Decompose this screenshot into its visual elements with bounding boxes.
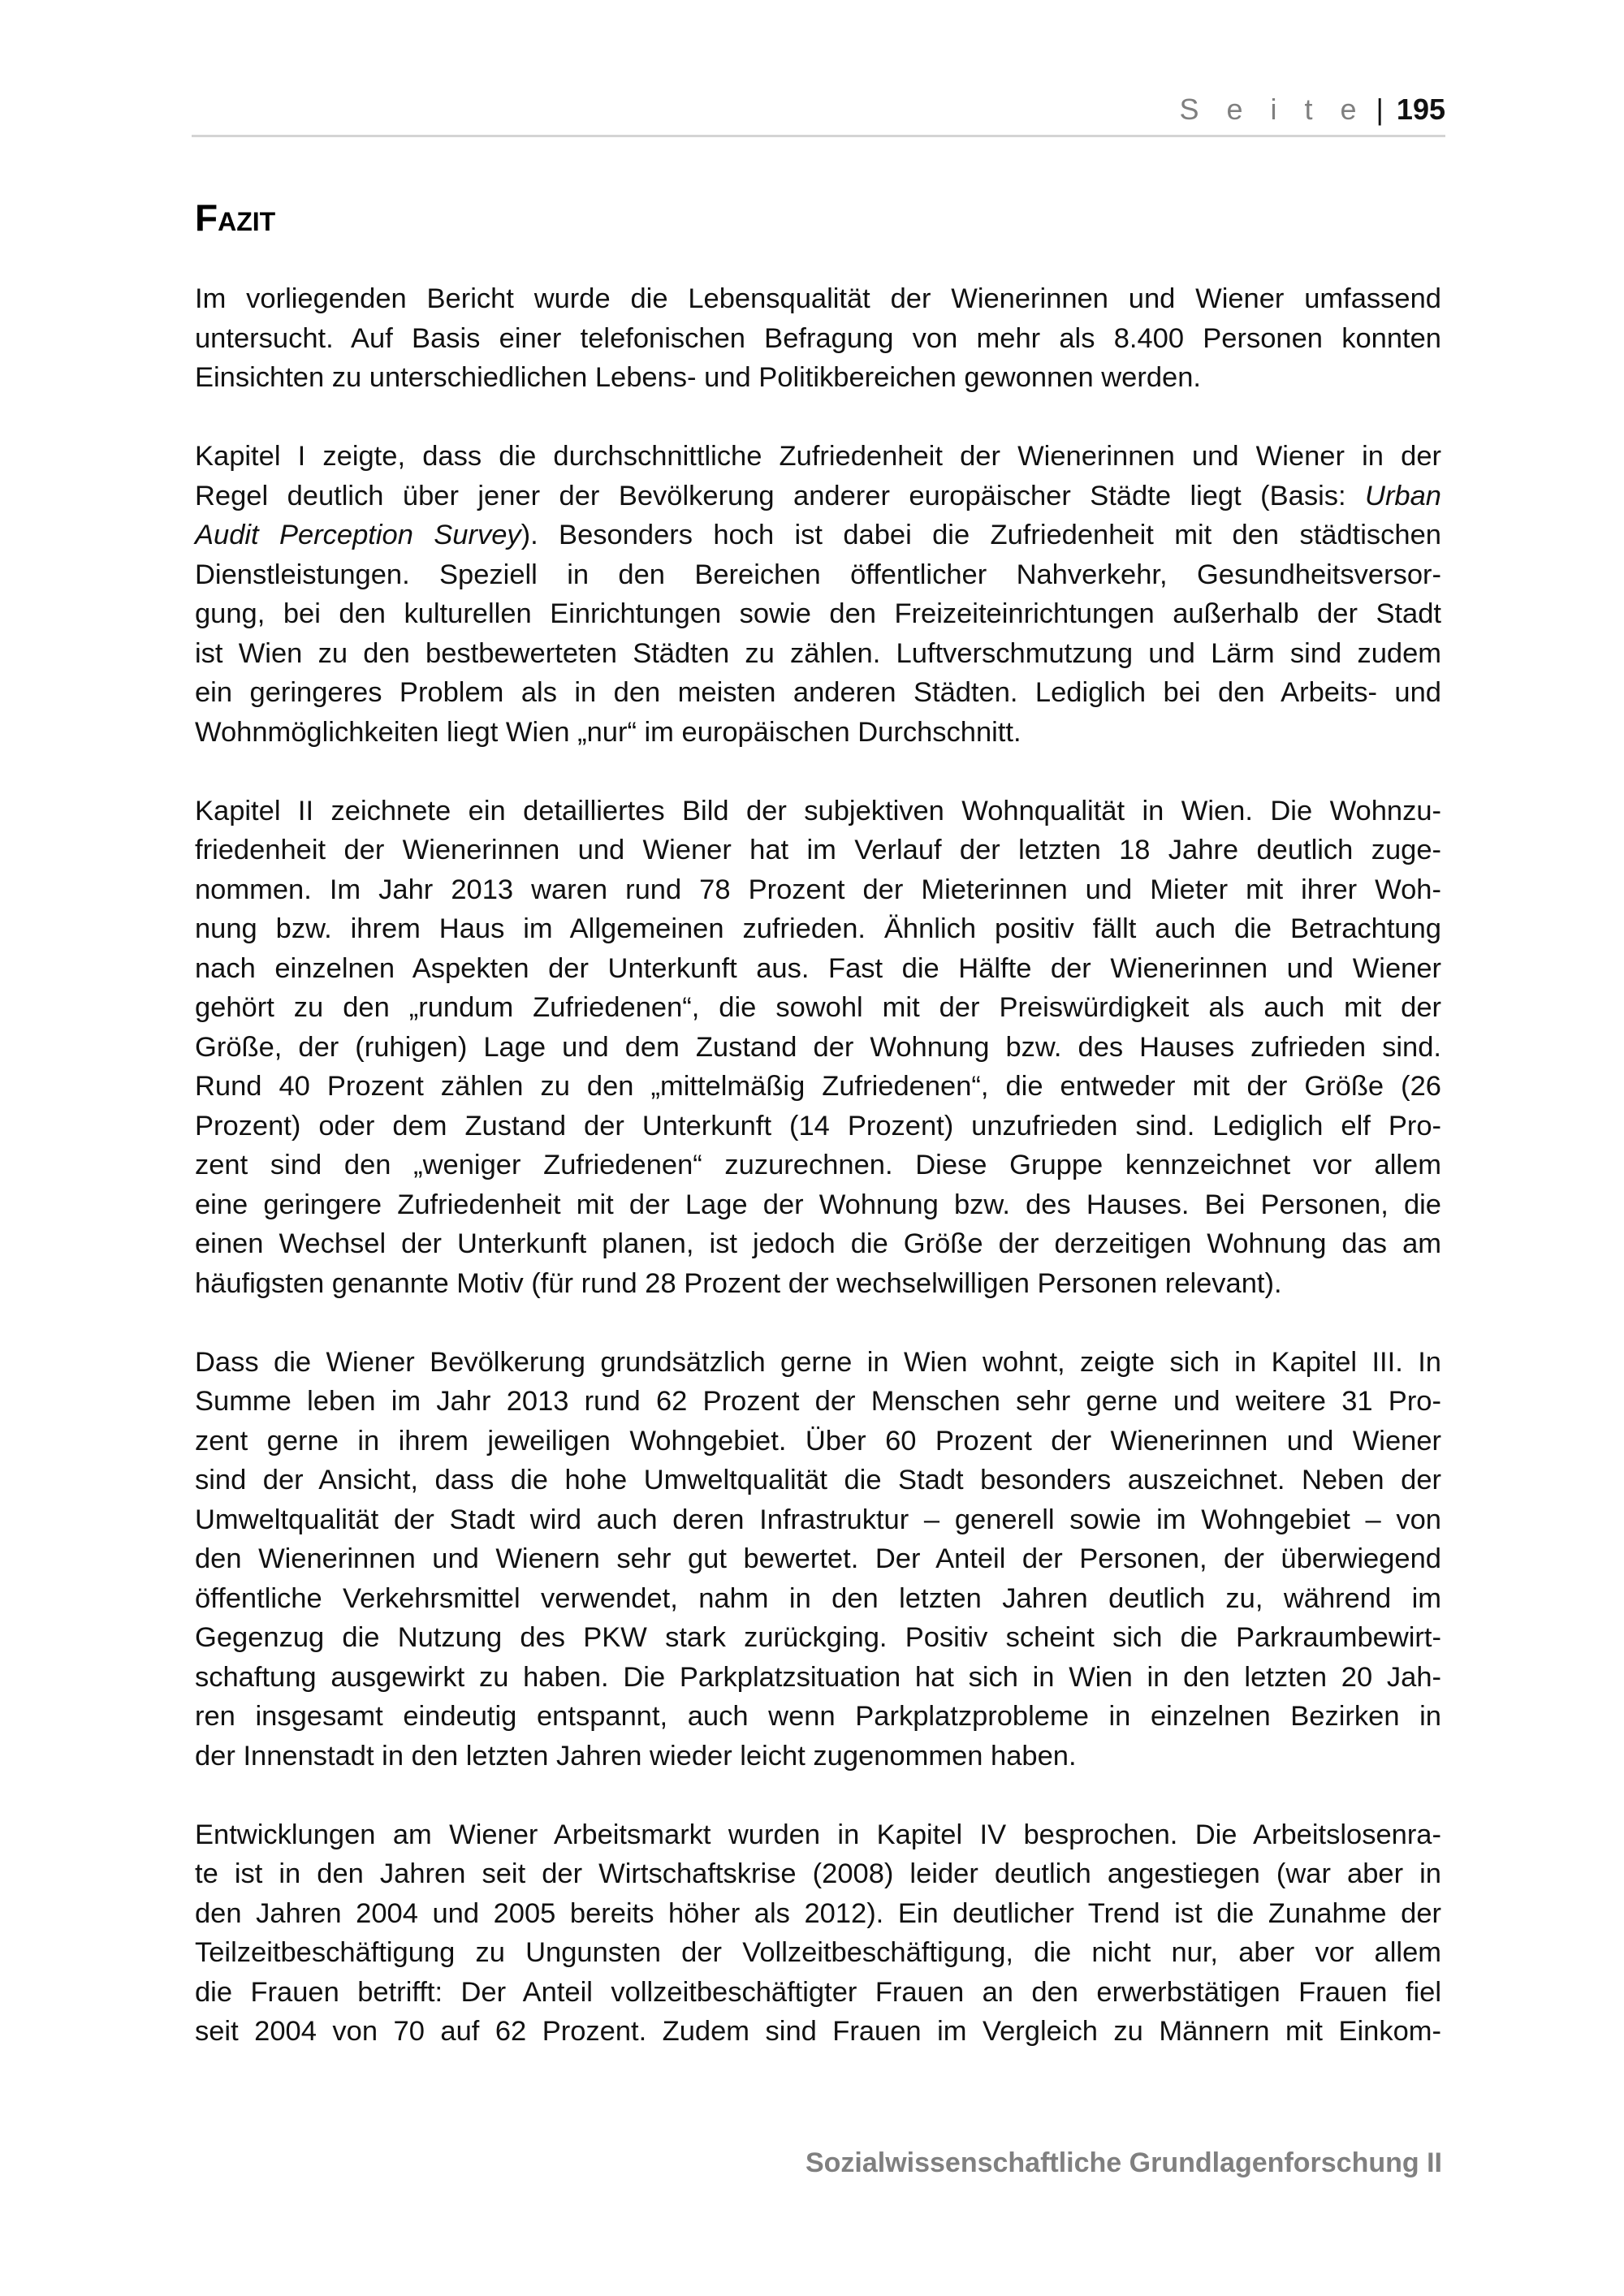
- italic-source-name: Audit Perception Survey: [195, 520, 521, 550]
- paragraph-chapter-3: [195, 1343, 1441, 1776]
- text-line: den Wienerinnen und Wienern sehr gut bewertet. Der Anteil der Personen, der überwiegend: [195, 1543, 1441, 1574]
- text-line: sind der Ansicht, dass die hohe Umweltqualität die Stadt besonders auszeichnet. Neben der: [195, 1465, 1441, 1495]
- text-line: Kapitel II zeichnete ein detailliertes Bild der subjektiven Wohnqualität in Wien. Die Wohnzu-: [195, 795, 1441, 826]
- text-segment: ). Besonders hoch ist dabei die Zufriedenheit mit den städtischen: [520, 520, 1441, 550]
- text-line: die Frauen betrifft: Der Anteil vollzeitbeschäftigter Frauen an den erwerbstätigen Frauen fiel: [195, 1976, 1441, 2008]
- paragraph-chapter-2: [195, 792, 1441, 1304]
- text-line: Kapitel I zeigte, dass die durchschnittliche Zufriedenheit der Wienerinnen und Wiener in der: [195, 441, 1441, 472]
- text-line: seit 2004 von 70 auf 62 Prozent. Zudem sind Frauen im Vergleich zu Männern mit Einkom-: [195, 2016, 1441, 2047]
- text-line: eine geringere Zufriedenheit mit der Lage der Wohnung bzw. des Hauses. Bei Personen, die: [195, 1189, 1441, 1220]
- text-line: Im vorliegenden Bericht wurde die Lebensqualität der Wienerinnen und Wiener umfassend: [195, 283, 1441, 314]
- text-line: Prozent) oder dem Zustand der Unterkunft (14 Prozent) unzufrieden sind. Lediglich elf Pro-: [195, 1110, 1441, 1142]
- text-line: te ist in den Jahren seit der Wirtschaftskrise (2008) leider deutlich angestiegen (war aber in: [195, 1858, 1441, 1889]
- paragraph-chapter-4: [195, 1815, 1441, 2052]
- text-line: den Jahren 2004 und 2005 bereits höher als 2012). Ein deutlicher Trend ist die Zunahme der: [195, 1897, 1441, 1929]
- page-header: [192, 91, 1445, 137]
- text-line: [195, 477, 1441, 516]
- text-line: Größe, der (ruhigen) Lage und dem Zustand der Wohnung bzw. des Hauses zufrieden sind.: [195, 1031, 1441, 1063]
- text-line: Summe leben im Jahr 2013 rund 62 Prozent der Menschen sehr gerne und weitere 31 Pro-: [195, 1386, 1441, 1417]
- text-line: zent gerne in ihrem jeweiligen Wohngebiet. Über 60 Prozent der Wienerinnen und Wiener: [195, 1425, 1441, 1457]
- text-line: nommen. Im Jahr 2013 waren rund 78 Prozent der Mieterinnen und Mieter mit ihrer Woh-: [195, 874, 1441, 905]
- text-line: zent sind den „weniger Zufriedenen“ zuzurechnen. Diese Gruppe kennzeichnet vor allem: [195, 1150, 1441, 1180]
- text-line: untersucht. Auf Basis einer telefonischen Befragung von mehr als 8.400 Personen konnten: [195, 322, 1441, 354]
- text-line: häufigsten genannte Motiv (für rund 28 Prozent der wechselwilligen Personen relevant).: [195, 1267, 1282, 1299]
- text-line: ist Wien zu den bestbewerteten Städten zu zählen. Luftverschmutzung und Lärm sind zudem: [195, 637, 1441, 669]
- text-line: Wohnmöglichkeiten liegt Wien „nur“ im europäischen Durchschnitt.: [195, 716, 1021, 748]
- text-line: schaftung ausgewirkt zu haben. Die Parkplatzsituation hat sich in Wien in den letzten 20 Jah-: [195, 1661, 1441, 1693]
- text-line: Einsichten zu unterschiedlichen Lebens- und Politikbereichen gewonnen werden.: [195, 362, 1201, 393]
- text-line: öffentliche Verkehrsmittel verwendet, nahm in den letzten Jahren deutlich zu, während im: [195, 1582, 1441, 1614]
- text-segment: Regel deutlich über jener der Bevölkerung anderer europäischer Städte liegt (Basis:: [195, 480, 1366, 511]
- text-line: Dienstleistungen. Speziell in den Bereichen öffentlicher Nahverkehr, Gesundheitsversor-: [195, 559, 1441, 590]
- text-line: [195, 516, 1441, 555]
- text-line: nach einzelnen Aspekten der Unterkunft aus. Fast die Hälfte der Wienerinnen und Wiener: [195, 952, 1441, 984]
- page-footer: Sozialwissenschaftliche Grundlagenforschung II: [805, 2147, 1442, 2178]
- text-line: gehört zu den „rundum Zufriedenen“, die sowohl mit der Preiswürdigkeit als auch mit der: [195, 992, 1441, 1023]
- text-line: ein geringeres Problem als in den meisten anderen Städten. Lediglich bei den Arbeits- und: [195, 677, 1441, 708]
- section-title: Fazit: [195, 196, 276, 239]
- text-line: einen Wechsel der Unterkunft planen, ist jedoch die Größe der derzeitigen Wohnung das am: [195, 1228, 1441, 1259]
- text-line: gung, bei den kulturellen Einrichtungen sowie den Freizeiteinrichtungen außerhalb der Stadt: [195, 598, 1441, 629]
- page-label: S e i t e: [1179, 93, 1367, 126]
- text-line: Dass die Wiener Bevölkerung grundsätzlich gerne in Wien wohnt, zeigte sich in Kapitel III. In: [195, 1346, 1441, 1378]
- text-line: Rund 40 Prozent zählen zu den „mittelmäßig Zufriedenen“, die entweder mit der Größe (26: [195, 1071, 1441, 1102]
- text-line: Gegenzug die Nutzung des PKW stark zurückging. Positiv scheint sich die Parkraumbewirt-: [195, 1622, 1441, 1653]
- text-line: Entwicklungen am Wiener Arbeitsmarkt wurden in Kapitel IV besprochen. Die Arbeitslosenra-: [195, 1819, 1441, 1850]
- header-separator: |: [1376, 93, 1384, 126]
- text-line: friedenheit der Wienerinnen und Wiener hat im Verlauf der letzten 18 Jahre deutlich zuge-: [195, 835, 1441, 865]
- paragraph-chapter-1: [195, 437, 1441, 752]
- text-line: Umweltqualität der Stadt wird auch deren Infrastruktur – generell sowie im Wohngebiet – von: [195, 1504, 1441, 1535]
- text-line: nung bzw. ihrem Haus im Allgemeinen zufrieden. Ähnlich positiv fällt auch die Betrachtung: [195, 913, 1441, 944]
- text-line: Teilzeitbeschäftigung zu Ungunsten der Vollzeitbeschäftigung, die nicht nur, aber vor allem: [195, 1937, 1441, 1968]
- page-number: 195: [1396, 93, 1445, 126]
- paragraph-intro: [195, 279, 1441, 398]
- italic-source-name: Urban: [1365, 480, 1441, 511]
- text-line: der Innenstadt in den letzten Jahren wieder leicht zugenommen haben.: [195, 1740, 1077, 1772]
- body-text: [195, 279, 1441, 2052]
- text-line: ren insgesamt eindeutig entspannt, auch wenn Parkplatzprobleme in einzelnen Bezirken in: [195, 1701, 1441, 1732]
